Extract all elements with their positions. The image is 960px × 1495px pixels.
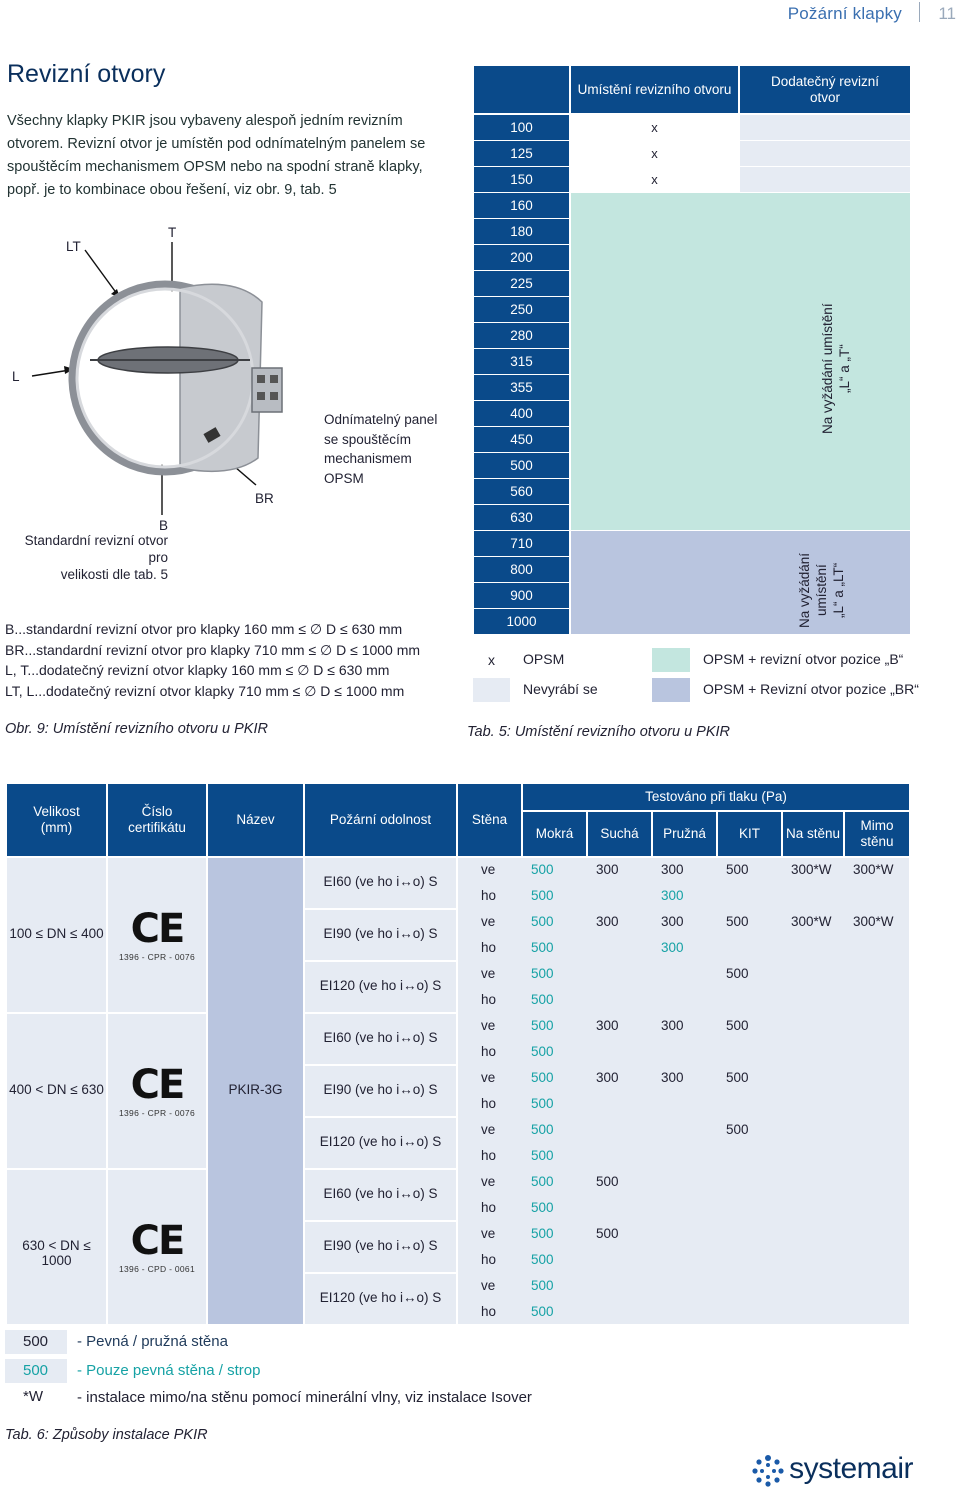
page-title: Revizní otvory <box>7 60 166 88</box>
orientation-ve: ve <box>481 1070 496 1085</box>
value-cell: 500 <box>726 966 749 981</box>
legend6-text-2: - Pouze pevná stěna / strop <box>77 1362 261 1379</box>
fire-value: EI120 (ve ho i↔o) S <box>319 1134 442 1149</box>
figure-caption: Obr. 9: Umístění revizního otvoru u PKIR <box>5 721 268 737</box>
legend6-text-1: - Pevná / pružná stěna <box>77 1333 228 1350</box>
t6-head-kit: KIT <box>718 812 781 856</box>
value-cell: 300 <box>661 940 684 955</box>
orientation-ho: ho <box>481 992 497 1007</box>
value-cell: 300 <box>596 914 619 929</box>
page-header <box>660 0 960 30</box>
value-cell: 500 <box>531 1148 554 1163</box>
logo-dots-icon <box>751 1454 785 1488</box>
fire-value: EI90 (ve ho i↔o) S <box>323 1082 438 1097</box>
value-cell: 500 <box>531 1278 554 1293</box>
t6-head-flex: Pružná <box>653 812 716 856</box>
value-cell: 500 <box>596 1226 619 1241</box>
t6-head-on-wall: Na stěnu <box>783 812 843 856</box>
value-cell: 500 <box>531 1252 554 1267</box>
orientation-ve: ve <box>481 862 496 877</box>
legend-grey-box <box>473 678 510 702</box>
fire-value: EI60 (ve ho i↔o) S <box>323 874 438 889</box>
table5-note-bottom: Na vyžádání umístění „L“ a „LT“ <box>797 552 846 628</box>
table5-lavender-block <box>571 531 910 634</box>
table6-caption: Tab. 6: Způsoby instalace PKIR <box>5 1427 208 1443</box>
legend-lav-label: OPSM + Revizní otvor pozice „BR“ <box>703 681 919 697</box>
table5-size-cell: 400 <box>474 401 569 426</box>
value-cell: 500 <box>531 1096 554 1111</box>
orientation-ho: ho <box>481 940 497 955</box>
orientation-ve: ve <box>481 1174 496 1189</box>
figure-description: B...standardní revizní otvor pro klapky 160 mm ≤ ∅ D ≤ 630 mm BR...standardní revizní otvor pro klapky 710 mm ≤ ∅ D ≤ 1000 mm L, T...dodatečný revizní otvor klapky 160 mm ≤ ∅ D ≤ 630 mm LT, L...dodatečný revizní otvor klapky 710 mm ≤ ∅ D ≤ 1000 mm <box>5 621 421 699</box>
fire-value: EI120 (ve ho i↔o) S <box>319 1290 442 1305</box>
orientation-ve: ve <box>481 966 496 981</box>
value-cell: 500 <box>531 1200 554 1215</box>
t6-head-cert: Číslo certifikátu <box>108 784 206 856</box>
size-value: 100 ≤ DN ≤ 400 <box>9 926 104 941</box>
orientation-ho: ho <box>481 1148 497 1163</box>
page-number: 11 <box>938 4 956 23</box>
ce-mark-icon <box>108 1218 206 1274</box>
value-cell: 300 <box>596 862 619 877</box>
section-title: Požární klapky <box>787 4 902 23</box>
label-BR: BR <box>255 491 274 506</box>
orientation-ve: ve <box>481 914 496 929</box>
legend6-box-2: 500 <box>5 1359 67 1383</box>
t6-head-wet: Mokrá <box>523 812 586 856</box>
cert-number: 1396 - CPR - 0076 <box>119 1108 195 1118</box>
value-cell: 500 <box>596 1174 619 1189</box>
table5-size-cell: 100 <box>474 115 569 140</box>
legend-x-label: OPSM <box>523 651 565 667</box>
value-cell: 500 <box>531 1122 554 1137</box>
table5-head-location: Umístění revizního otvoru <box>571 66 738 113</box>
orientation-ho: ho <box>481 1304 497 1319</box>
legend-grey-label: Nevyrábí se <box>523 681 598 697</box>
orientation-ve: ve <box>481 1122 496 1137</box>
value-cell: 300*W <box>853 862 894 877</box>
value-cell: 300 <box>661 914 684 929</box>
orientation-ho: ho <box>481 1096 497 1111</box>
table5-size-cell: 710 <box>474 531 569 556</box>
table5-size-cell: 1000 <box>474 609 569 634</box>
header-divider <box>919 2 920 22</box>
value-cell: 500 <box>726 1122 749 1137</box>
table5-empty-cell <box>740 141 910 166</box>
table5-size-cell: 250 <box>474 297 569 322</box>
orientation-ho: ho <box>481 1252 497 1267</box>
orientation-ho: ho <box>481 1044 497 1059</box>
ce-mark-symbol: CE <box>130 906 184 952</box>
orientation-ve: ve <box>481 1018 496 1033</box>
table5-x-cell: x <box>651 146 658 161</box>
table5-size-cell: 800 <box>474 557 569 582</box>
value-cell: 500 <box>726 914 749 929</box>
fire-value: EI60 (ve ho i↔o) S <box>323 1030 438 1045</box>
value-cell: 500 <box>531 914 554 929</box>
value-cell: 500 <box>531 862 554 877</box>
panel-label: Odnímatelný panel se spouštěcím mechanismem OPSM <box>324 412 438 486</box>
value-cell: 300*W <box>791 914 832 929</box>
orientation-ho: ho <box>481 888 497 903</box>
value-cell: 300*W <box>853 914 894 929</box>
fire-value: EI120 (ve ho i↔o) S <box>319 978 442 993</box>
legend6-box-1: 500 <box>5 1330 67 1354</box>
table5-size-cell: 125 <box>474 141 569 166</box>
table5-size-cell: 630 <box>474 505 569 530</box>
orientation-ve: ve <box>481 1226 496 1241</box>
value-cell: 500 <box>531 966 554 981</box>
value-cell: 300 <box>661 1070 684 1085</box>
value-cell: 500 <box>726 862 749 877</box>
table5-size-cell: 280 <box>474 323 569 348</box>
value-cell: 300 <box>661 1018 684 1033</box>
table5-size-cell: 200 <box>474 245 569 270</box>
legend6-key-3: *W <box>23 1388 43 1405</box>
name-value: PKIR-3G <box>228 1082 283 1097</box>
value-cell: 500 <box>531 1174 554 1189</box>
table5-corner <box>474 66 569 113</box>
table5-head-additional: Dodatečný revizní otvor <box>740 66 910 113</box>
label-T: T <box>168 225 177 240</box>
table5-empty-cell <box>740 167 910 192</box>
cert-number: 1396 - CPD - 0061 <box>119 1264 195 1274</box>
value-cell: 500 <box>531 1018 554 1033</box>
value-cell: 500 <box>531 1070 554 1085</box>
value-cell: 300*W <box>791 862 832 877</box>
t6-head-wall: Stěna <box>458 784 521 856</box>
t6-head-dry: Suchá <box>588 812 651 856</box>
t6-head-name: Název <box>208 784 303 856</box>
ce-mark-icon <box>108 906 206 962</box>
table5-size-cell: 560 <box>474 479 569 504</box>
fire-value: EI60 (ve ho i↔o) S <box>323 1186 438 1201</box>
table5-size-cell: 500 <box>474 453 569 478</box>
size-value: 630 < DN ≤ 1000 <box>22 1238 91 1268</box>
t6-head-tested: Testováno při tlaku (Pa) <box>523 784 909 810</box>
table5-note-top: Na vyžádání umístění „L“ a „T“ <box>820 303 852 435</box>
t6-head-off-wall: Mimo stěnu <box>845 812 909 856</box>
table5-empty-cell <box>740 115 910 140</box>
table5-size-cell: 150 <box>474 167 569 192</box>
table5-size-cell: 355 <box>474 375 569 400</box>
label-L: L <box>12 369 20 384</box>
standard-opening-label: Standardní revizní otvor pro velikosti dle tab. 5 <box>24 533 168 582</box>
intro-text: Všechny klapky PKIR jsou vybaveny alespoň jedním revizním otvorem. Revizní otvor je umístěn pod odnímatelným panelem se spouštěcím mechanismem OPSM nebo na spodní straně klapky, popř. je to kombinace obou řešení, viz obr. 9, tab. 5 <box>7 113 426 198</box>
brand-logo: systemair <box>789 1452 913 1486</box>
label-LT: LT <box>66 239 81 254</box>
value-cell: 300 <box>596 1018 619 1033</box>
table5-size-cell: 180 <box>474 219 569 244</box>
table5-caption: Tab. 5: Umístění revizního otvoru u PKIR <box>467 724 731 740</box>
fire-value: EI90 (ve ho i↔o) S <box>323 926 438 941</box>
ce-mark-symbol: CE <box>130 1062 184 1108</box>
value-cell: 500 <box>531 1044 554 1059</box>
table5-mint-block <box>571 193 910 530</box>
legend-lav-box <box>652 678 690 702</box>
table5-x-cell: x <box>651 120 658 135</box>
table5-size-cell: 160 <box>474 193 569 218</box>
legend6-text-3: - instalace mimo/na stěnu pomocí minerální vlny, viz instalace Isover <box>77 1389 532 1406</box>
value-cell: 300 <box>661 862 684 877</box>
legend-mint-box <box>652 648 690 672</box>
t6-head-fire: Požární odolnost <box>305 784 456 856</box>
value-cell: 300 <box>661 888 684 903</box>
orientation-ve: ve <box>481 1278 496 1293</box>
value-cell: 500 <box>726 1070 749 1085</box>
table5-size-cell: 315 <box>474 349 569 374</box>
value-cell: 500 <box>531 1304 554 1319</box>
table5-x-cell: x <box>651 172 658 187</box>
value-cell: 500 <box>531 1226 554 1241</box>
table5-size-cell: 225 <box>474 271 569 296</box>
table5-size-cell: 900 <box>474 583 569 608</box>
label-B: B <box>159 518 169 533</box>
value-cell: 500 <box>726 1018 749 1033</box>
orientation-ho: ho <box>481 1200 497 1215</box>
legend-mint-label: OPSM + revizní otvor pozice „B“ <box>703 651 904 667</box>
fire-value: EI90 (ve ho i↔o) S <box>323 1238 438 1253</box>
value-cell: 300 <box>596 1070 619 1085</box>
cert-number: 1396 - CPR - 0076 <box>119 952 195 962</box>
ce-mark-symbol: CE <box>130 1218 184 1264</box>
ce-mark-icon <box>108 1062 206 1118</box>
value-cell: 500 <box>531 940 554 955</box>
value-cell: 500 <box>531 888 554 903</box>
table5-size-cell: 450 <box>474 427 569 452</box>
size-value: 400 < DN ≤ 630 <box>9 1082 104 1097</box>
value-cell: 500 <box>531 992 554 1007</box>
t6-head-size: Velikost (mm) <box>7 784 106 856</box>
legend-x-box: x <box>488 652 495 668</box>
